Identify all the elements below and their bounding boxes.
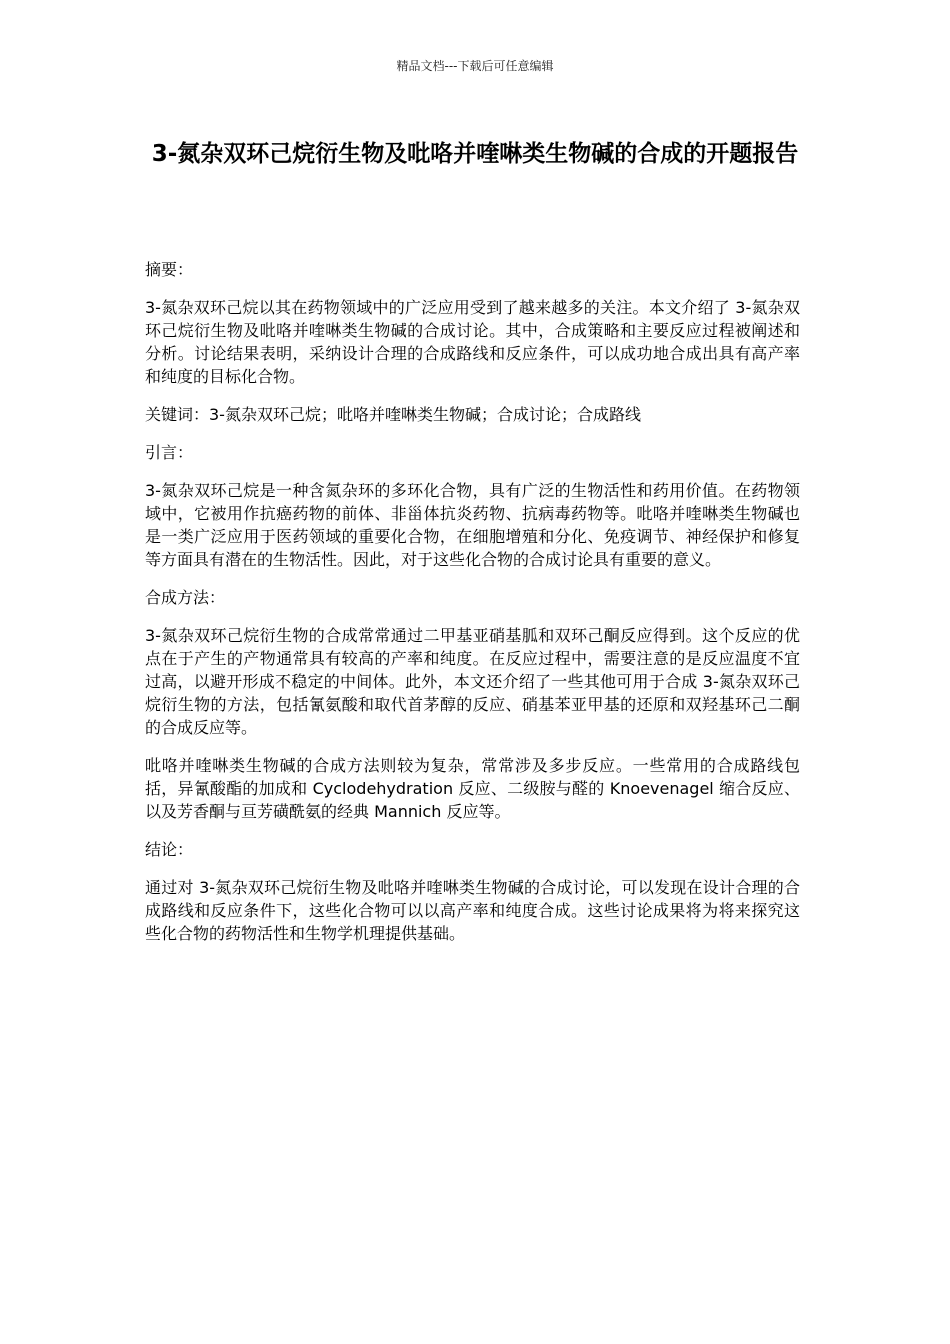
keywords-line: 关键词：3-氮杂双环己烷；吡咯并喹啉类生物碱；合成讨论；合成路线 <box>145 405 641 424</box>
document-body <box>145 258 800 960</box>
header-note: 精品文档---下载后可任意编辑 <box>396 59 554 73</box>
methods-paragraph-1: 3-氮杂双环己烷衍生物的合成常常通过二甲基亚硝基胍和双环己酮反应得到。这个反应的优点在于产生的产物通常具有较高的产率和纯度。在反应过程中，需要注意的是反应温度不宜过高，以避开形成不稳定的中间体。此外，本文还介绍了一些其他可用于合成 3-氮杂双环己烷衍生物的方法，包括氰氨酸和取代首茅醇的反应、硝基苯亚甲基的还原和双羟基环己二酮的合成反应等。 <box>145 626 800 737</box>
methods-heading: 合成方法： <box>145 588 226 607</box>
document-title: 3-氮杂双环己烷衍生物及吡咯并喹啉类生物碱的合成的开题报告 <box>151 141 799 167</box>
abstract-paragraph: 3-氮杂双环己烷以其在药物领域中的广泛应用受到了越来越多的关注。本文介绍了 3-氮杂双环己烷衍生物及吡咯并喹啉类生物碱的合成讨论。其中，合成策略和主要反应过程被阐述和分析。讨论结果表明，采纳设计合理的合成路线和反应条件，可以成功地合成出具有高产率和纯度的目标化合物。 <box>145 298 800 386</box>
intro-paragraph: 3-氮杂双环己烷是一种含氮杂环的多环化合物，具有广泛的生物活性和药用价值。在药物领域中，它被用作抗癌药物的前体、非甾体抗炎药物、抗病毒药物等。吡咯并喹啉类生物碱也是一类广泛应用于医药领域的重要化合物，在细胞增殖和分化、免疫调节、神经保护和修复等方面具有潜在的生物活性。因此，对于这些化合物的合成讨论具有重要的意义。 <box>145 481 800 569</box>
conclusion-heading: 结论： <box>145 840 194 859</box>
methods-paragraph-2: 吡咯并喹啉类生物碱的合成方法则较为复杂，常常涉及多步反应。一些常用的合成路线包括，异氰酸酯的加成和 Cyclodehydration 反应、二级胺与醛的 Knoevenagel 缩合反应、以及芳香酮与亘芳磺酰氨的经典 Mannich 反应等。 <box>145 756 800 821</box>
intro-heading: 引言： <box>145 443 194 462</box>
abstract-heading: 摘要： <box>145 260 194 279</box>
conclusion-paragraph: 通过对 3-氮杂双环己烷衍生物及吡咯并喹啉类生物碱的合成讨论，可以发现在设计合理的合成路线和反应条件下，这些化合物可以以高产率和纯度合成。这些讨论成果将为将来探究这些化合物的药物活性和生物学机理提供基础。 <box>145 878 800 943</box>
